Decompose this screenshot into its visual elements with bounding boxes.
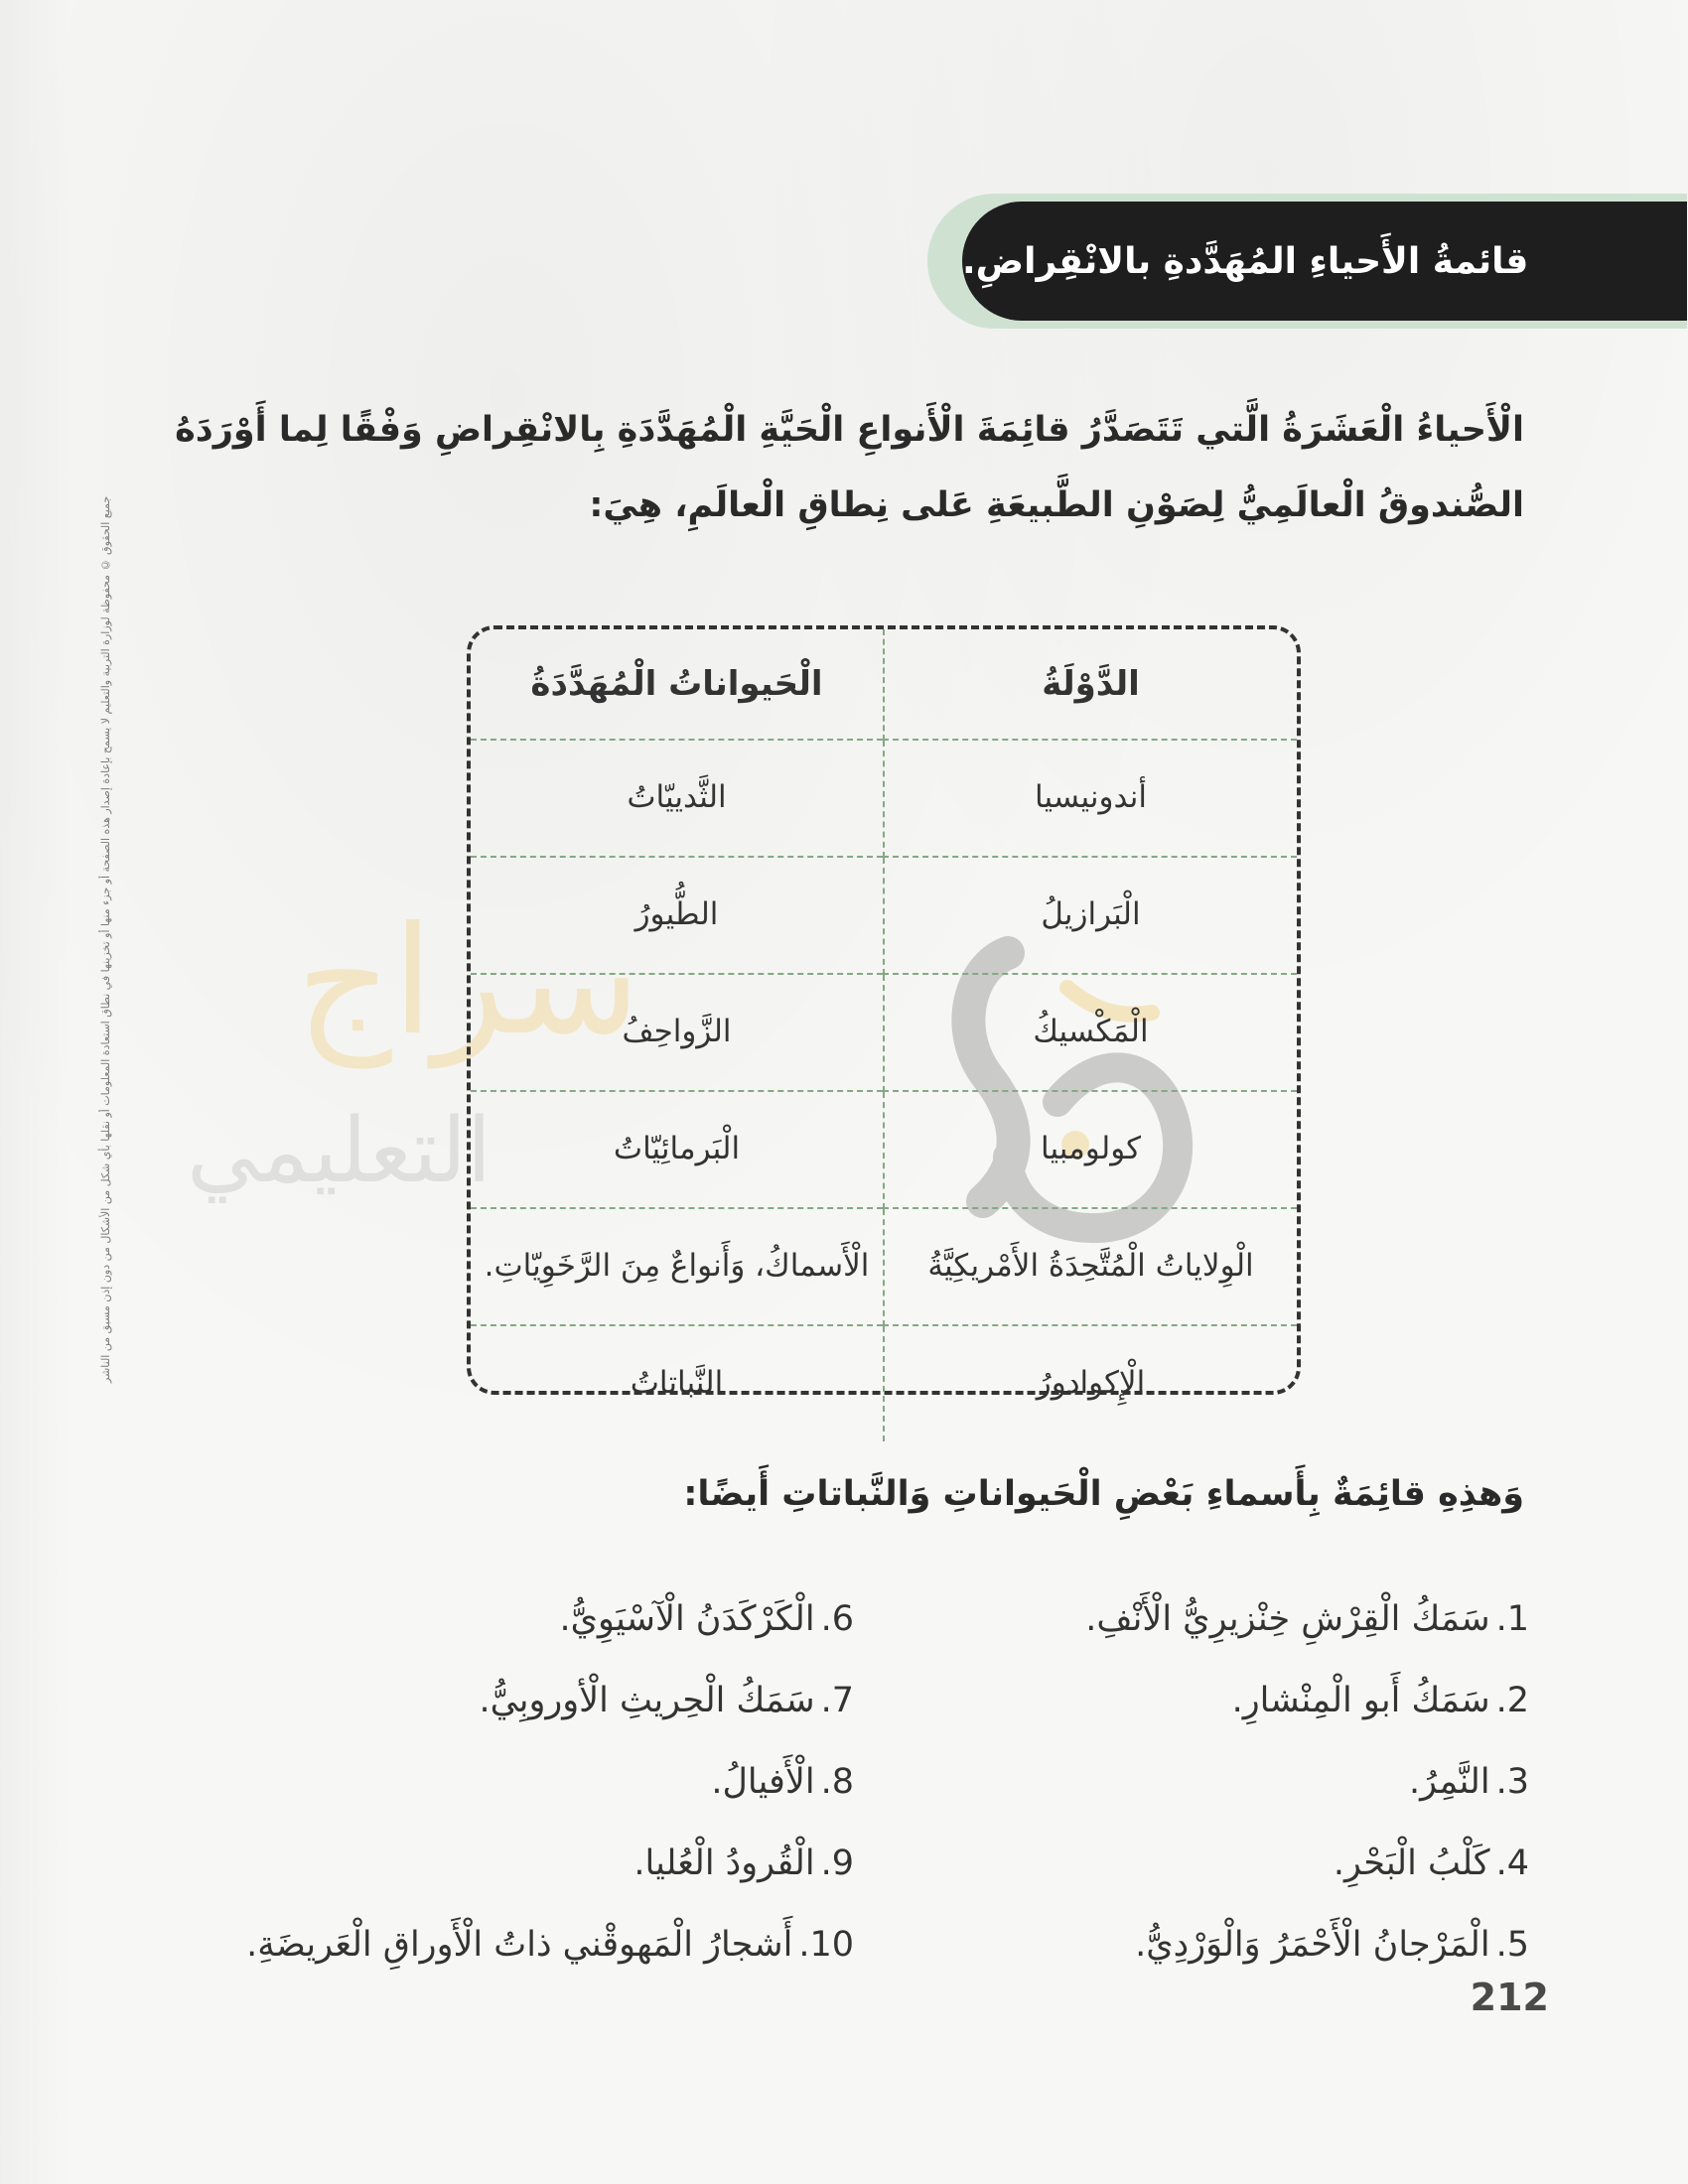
animals-cell: الْأَسماكُ، وَأَنواعٌ مِنَ الرَّخَوِيّاتِ. [471,1208,884,1325]
list-item-text: سَمَكُ الْقِرْشِ خِنْزيرِيُّ الْأَنْفِ. [1085,1599,1490,1639]
table-row [471,1325,1297,1441]
page-side-strip [0,0,71,2184]
header-country: الدَّوْلَةُ [884,629,1297,740]
list-item-number: 4. [1495,1843,1529,1883]
title-band [927,194,1687,329]
watermark-text-1: سراج [296,895,640,1068]
list-item [238,1904,854,1985]
list-item-number: 9. [820,1843,854,1883]
animals-cell: الطُّيورُ [471,857,884,974]
list-item [238,1660,854,1741]
species-list-left [238,1578,854,1985]
table-row [471,1208,1297,1325]
list-item [1062,1823,1529,1904]
title-bar [962,202,1687,321]
header-animals: الْحَيواناتُ الْمُهَدَّدَةُ [471,629,884,740]
list-item [1062,1660,1529,1741]
list-item-text: الْكَرْكَدَنُ الْآسْيَوِيُّ. [559,1599,815,1639]
animals-cell: النَّباتاتُ [630,1365,724,1402]
country-cell: الْمَكْسيكُ [884,974,1297,1091]
country-animals-table [471,629,1297,1441]
watermark-text-2: التعليمي [186,1099,492,1203]
list-item-number: 10. [798,1925,854,1965]
endangered-species-table [467,625,1301,1402]
list-item-text: سَمَكُ الْحِريثِ الْأوروبِيُّ. [479,1681,815,1720]
animals-cell: الزَّواحِفُ [471,974,884,1091]
list-item-number: 5. [1495,1925,1529,1965]
list-item [238,1741,854,1823]
list-item-number: 2. [1495,1681,1529,1720]
page-title: قائمةُ الأَحياءِ المُهَدَّدةِ بالانْقِراضِ. [962,240,1529,282]
list-item [238,1578,854,1660]
list-item-text: أَشجارُ الْمَهوقْني ذاتُ الْأَوراقِ الْعَريضَةِ. [246,1925,793,1965]
list-item-text: النَّمِرُ. [1408,1762,1490,1802]
page-number: 212 [1470,1976,1549,2019]
table-row [471,857,1297,974]
country-cell: الْوِلاياتُ الْمُتَّحِدَةُ الأَمْريكِيَّةُ [884,1208,1297,1325]
country-cell: كولومبيا [884,1091,1297,1208]
table-row [471,1091,1297,1208]
list-item [238,1823,854,1904]
species-list-right [1062,1578,1529,1985]
list-item-text: الْمَرْجانُ الْأَحْمَرُ وَالْوَرْدِيُّ. [1135,1925,1490,1965]
list-item-number: 8. [820,1762,854,1802]
list-item-number: 7. [820,1681,854,1720]
list-item-number: 1. [1495,1599,1529,1639]
list-item-text: الْأَفيالُ. [711,1762,815,1802]
list-item [1062,1578,1529,1660]
table-row [471,974,1297,1091]
country-cell: أندونيسيا [884,740,1297,857]
table-row [471,740,1297,857]
list-item-text: كَلْبُ الْبَحْرِ. [1333,1843,1490,1883]
list-item [1062,1904,1529,1985]
list-item-text: سَمَكُ أَبو الْمِنْشارِ. [1231,1681,1490,1720]
animals-cell: الثَّدييّاتُ [471,740,884,857]
list-item-number: 3. [1495,1762,1529,1802]
species-list-heading: وَهذِهِ قائِمَةٌ بِأَسماءِ بَعْضِ الْحَيواناتِ وَالنَّباتاتِ أَيضًا: [683,1474,1524,1514]
copyright-notice: جميع الحقوق © محفوظة لوزارة التربية والتعليم لا يسمح بإعادة إصدار هذه الصفحة أو جزء منها أو تخزينها في نطاق استعادة المعلومات أو نقلها بأي شكل من الأشكال من دون إذن مسبق من الناشر [99,496,112,1384]
animals-cell: الْبَرمائِيّاتُ [471,1091,884,1208]
table-header-row [471,629,1297,740]
list-item-number: 6. [820,1599,854,1639]
country-cell: الْإِكوادورُ [884,1325,1297,1441]
intro-paragraph: الْأَحياءُ الْعَشَرَةُ الَّتي تَتَصَدَّرُ قائِمَةَ الْأَنواعِ الْحَيَّةِ الْمُهَدَّدَةِ بِالانْقِراضِ وَفْقًا لِما أَوْرَدَهُ الصُّندوقُ الْعالَمِيُّ لِصَوْنِ الطَّبيعَةِ عَلى نِطاقِ الْعالَمِ، هِيَ: [175,410,1524,525]
list-item [1062,1741,1529,1823]
country-cell: الْبَرازيلُ [884,857,1297,974]
list-item-text: الْقُرودُ الْعُليا. [633,1843,815,1883]
